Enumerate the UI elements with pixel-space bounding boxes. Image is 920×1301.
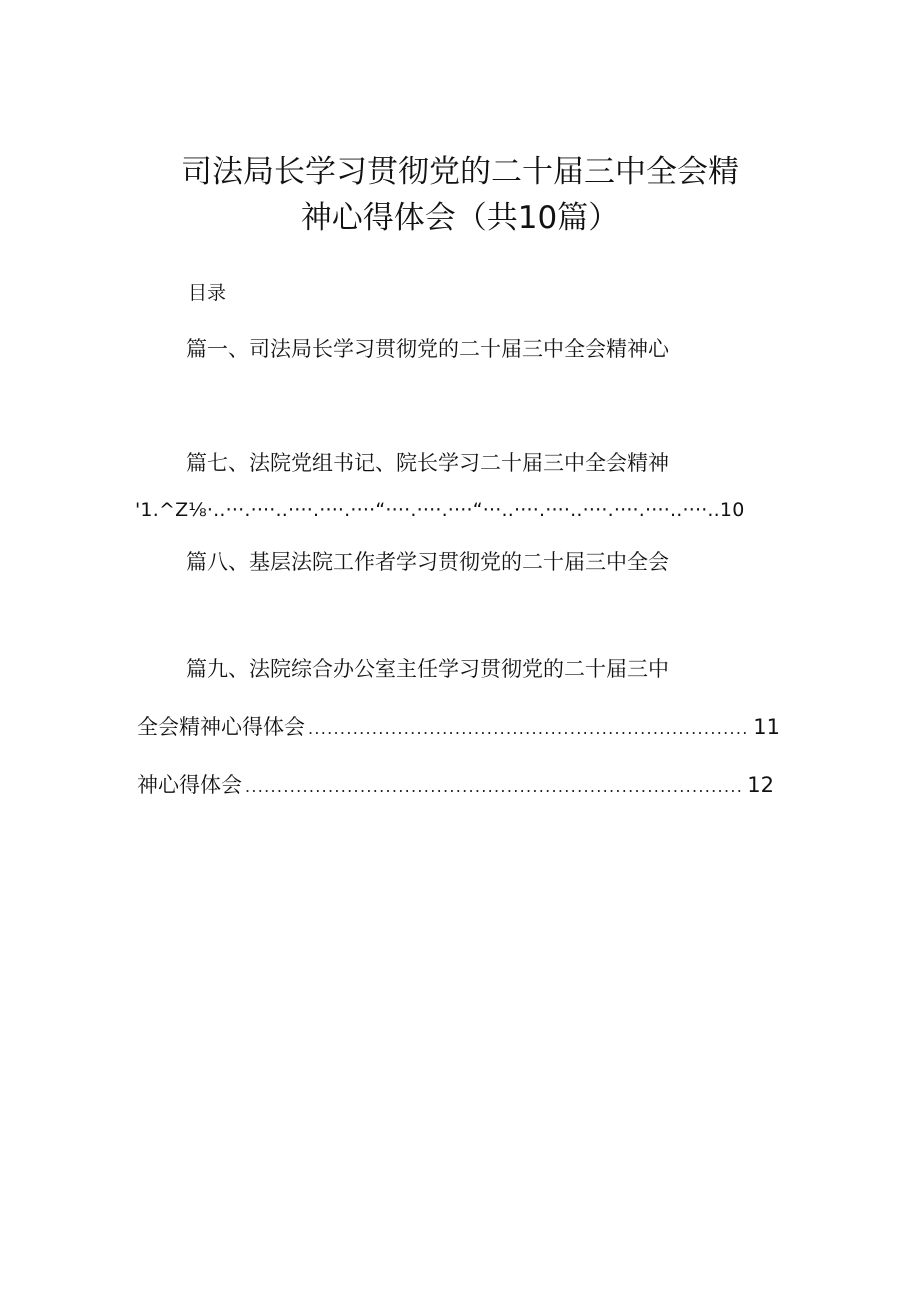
document-title-line-2: 神心得体会（共10篇）	[300, 200, 620, 236]
toc-entry-text: 神心得体会	[137, 773, 242, 797]
toc-page-number: 11	[753, 715, 780, 739]
toc-page-number: 12	[747, 773, 774, 797]
dot-leader	[308, 715, 750, 743]
toc-entry-7-leader[interactable]: '1.^Z⅛·..···.····..····.····.····“····.····.····“···..····.····..····.····.····..····..10	[135, 499, 745, 521]
dot-leader	[245, 773, 744, 801]
toc-entry-9[interactable]: 篇九、法院综合办公室主任学习贯彻党的二十届三中	[186, 657, 669, 681]
document-title-line-1: 司法局长学习贯彻党的二十届三中全会精	[181, 154, 739, 190]
toc-entry-text: 全会精神心得体会	[137, 715, 305, 739]
toc-heading: 目录	[188, 282, 227, 304]
toc-entry-8[interactable]: 篇八、基层法院工作者学习贯彻党的二十届三中全会	[186, 550, 669, 574]
toc-entry-9-continuation[interactable]	[137, 713, 780, 743]
toc-entry-7[interactable]: 篇七、法院党组书记、院长学习二十届三中全会精神	[186, 451, 669, 475]
toc-entry-1[interactable]: 篇一、司法局长学习贯彻党的二十届三中全会精神心	[186, 337, 669, 361]
toc-entry-10-continuation[interactable]	[137, 771, 774, 801]
